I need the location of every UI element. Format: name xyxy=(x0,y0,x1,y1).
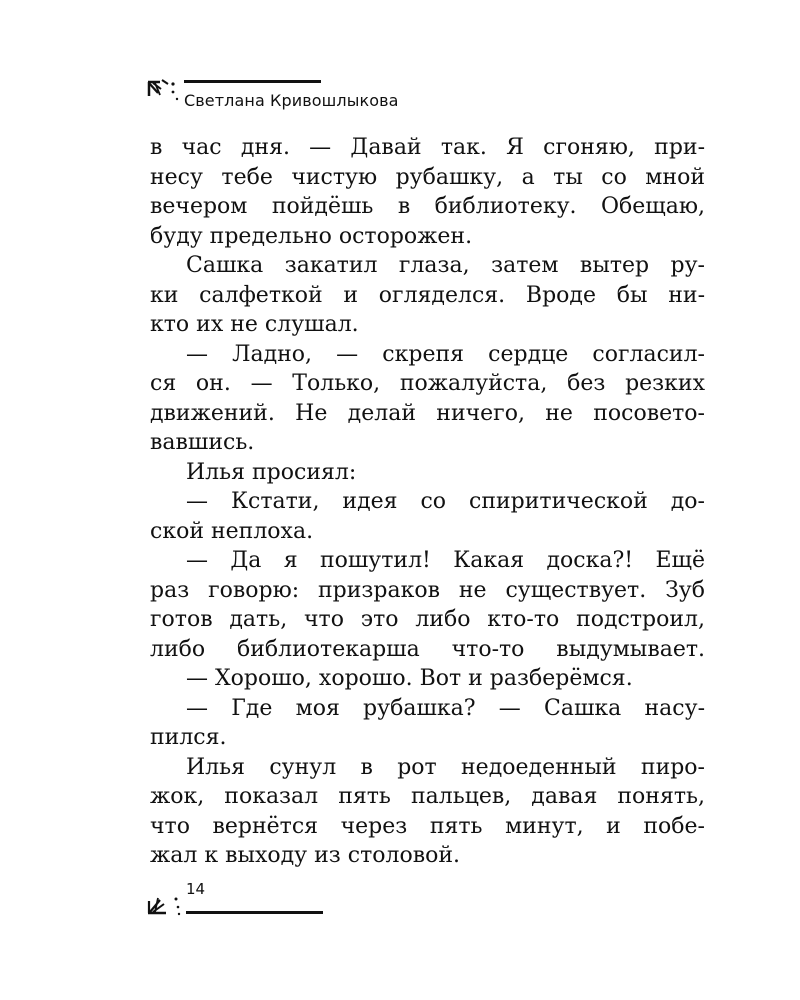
page-number: 14 xyxy=(186,880,206,898)
text-line: либо библиотекарша что-то выдумывает. xyxy=(150,636,705,662)
text-line: в час дня. — Давай так. Я сгоняю, при- xyxy=(150,135,705,160)
header-ornament-icon xyxy=(146,74,182,104)
text-line: Илья сунул в рот недоеденный пиро- xyxy=(186,754,705,780)
text-line: что вернётся через пять минут, и побе- xyxy=(150,813,705,839)
text-line: — Да я пошутил! Какая доска?! Ещё xyxy=(186,548,705,573)
text-line: буду предельно осторожен. xyxy=(150,223,473,249)
header-rule xyxy=(184,80,321,83)
text-line: Илья просиял: xyxy=(186,459,357,485)
text-line: пился. xyxy=(150,725,227,750)
text-line: раз говорю: призраков не существует. Зуб xyxy=(150,577,705,603)
text-line: готов дать, что это либо кто-то подстроил, xyxy=(150,607,705,632)
text-line: вечером пойдёшь в библиотеку. Обещаю, xyxy=(150,194,705,219)
text-line: — Хорошо, хорошо. Вот и разберёмся. xyxy=(186,666,633,691)
body-text xyxy=(150,133,705,871)
text-line: ки салфеткой и огляделся. Вроде бы ни- xyxy=(150,282,705,308)
text-line: Сашка закатил глаза, затем вытер ру- xyxy=(186,253,705,278)
text-line: жок, показал пять пальцев, давая понять, xyxy=(150,784,705,809)
text-line: ся он. — Только, пожалуйста, без резких xyxy=(150,371,705,396)
text-line: движений. Не делай ничего, не посовето- xyxy=(150,400,705,426)
text-line: ской неплоха. xyxy=(150,518,314,544)
text-line: несу тебе чистую рубашку, а ты со мной xyxy=(150,164,705,190)
text-line: вавшись. xyxy=(150,430,255,455)
footer-rule xyxy=(186,911,323,914)
footer-ornament-icon xyxy=(146,893,184,919)
running-header-author: Светлана Кривошлыкова xyxy=(184,91,399,110)
text-line: кто их не слушал. xyxy=(150,312,359,337)
text-line: — Ладно, — скрепя сердце согласил- xyxy=(186,341,705,367)
text-line: — Где моя рубашка? — Сашка насу- xyxy=(186,695,705,721)
text-line: жал к выходу из столовой. xyxy=(150,843,460,868)
text-line: — Кстати, идея со спиритической до- xyxy=(186,489,705,514)
